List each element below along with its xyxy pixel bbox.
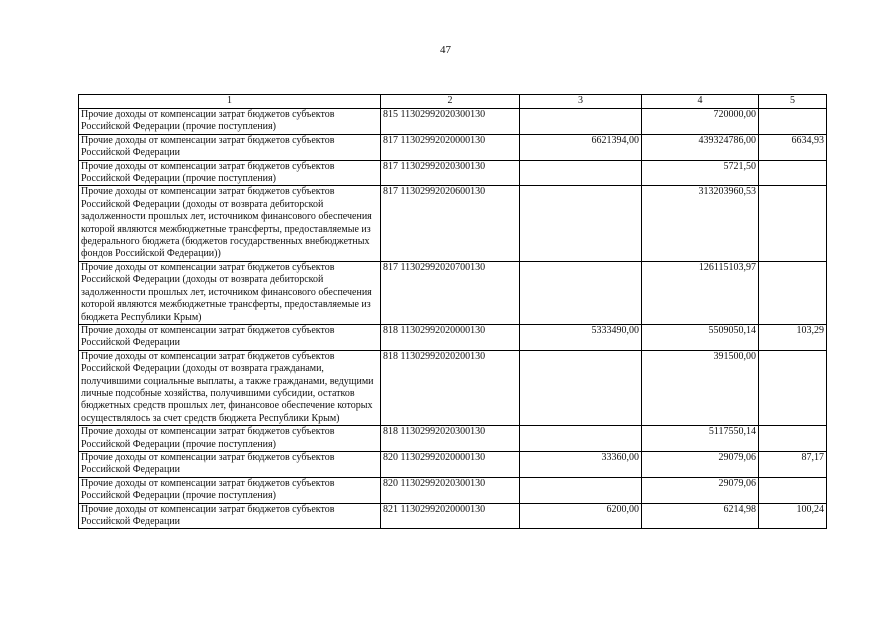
percent-cell bbox=[759, 109, 827, 135]
actual-amount-cell: 391500,00 bbox=[642, 350, 759, 425]
actual-amount-cell: 5721,50 bbox=[642, 160, 759, 186]
column-header-1: 1 bbox=[79, 95, 381, 109]
percent-cell bbox=[759, 426, 827, 452]
budget-code-cell: 818 11302992020300130 bbox=[381, 426, 520, 452]
table-body bbox=[79, 109, 827, 529]
revenue-name-cell: Прочие доходы от компенсации затрат бюджетов субъектов Российской Федерации (прочие поступления) bbox=[79, 426, 381, 452]
planned-amount-cell bbox=[520, 109, 642, 135]
table-row bbox=[79, 261, 827, 324]
table-row bbox=[79, 134, 827, 160]
revenue-name-cell: Прочие доходы от компенсации затрат бюджетов субъектов Российской Федерации bbox=[79, 324, 381, 350]
table-row bbox=[79, 451, 827, 477]
percent-cell bbox=[759, 477, 827, 503]
actual-amount-cell: 126115103,97 bbox=[642, 261, 759, 324]
table-row bbox=[79, 109, 827, 135]
revenue-name-cell: Прочие доходы от компенсации затрат бюджетов субъектов Российской Федерации (прочие поступления) bbox=[79, 109, 381, 135]
revenue-name-cell: Прочие доходы от компенсации затрат бюджетов субъектов Российской Федерации (доходы от возврата дебиторской задолженности прошлых лет, источником финансового обеспечения которой являются межбюджетные трансферты, предоставляемые из бюджета Республики Крым) bbox=[79, 261, 381, 324]
planned-amount-cell bbox=[520, 186, 642, 261]
actual-amount-cell: 5117550,14 bbox=[642, 426, 759, 452]
actual-amount-cell: 5509050,14 bbox=[642, 324, 759, 350]
planned-amount-cell: 5333490,00 bbox=[520, 324, 642, 350]
revenue-name-cell: Прочие доходы от компенсации затрат бюджетов субъектов Российской Федерации bbox=[79, 451, 381, 477]
actual-amount-cell: 6214,98 bbox=[642, 503, 759, 529]
budget-code-cell: 817 11302992020000130 bbox=[381, 134, 520, 160]
planned-amount-cell bbox=[520, 160, 642, 186]
percent-cell: 6634,93 bbox=[759, 134, 827, 160]
planned-amount-cell bbox=[520, 350, 642, 425]
budget-code-cell: 818 11302992020200130 bbox=[381, 350, 520, 425]
budget-code-cell: 820 11302992020000130 bbox=[381, 451, 520, 477]
percent-cell: 100,24 bbox=[759, 503, 827, 529]
percent-cell: 103,29 bbox=[759, 324, 827, 350]
planned-amount-cell bbox=[520, 261, 642, 324]
table-row bbox=[79, 324, 827, 350]
actual-amount-cell: 313203960,53 bbox=[642, 186, 759, 261]
table-header-row bbox=[79, 95, 827, 109]
column-header-3: 3 bbox=[520, 95, 642, 109]
table-row bbox=[79, 160, 827, 186]
percent-cell bbox=[759, 350, 827, 425]
revenue-name-cell: Прочие доходы от компенсации затрат бюджетов субъектов Российской Федерации (прочие поступления) bbox=[79, 160, 381, 186]
budget-code-cell: 817 11302992020600130 bbox=[381, 186, 520, 261]
budget-code-cell: 821 11302992020000130 bbox=[381, 503, 520, 529]
revenue-name-cell: Прочие доходы от компенсации затрат бюджетов субъектов Российской Федерации bbox=[79, 134, 381, 160]
percent-cell: 87,17 bbox=[759, 451, 827, 477]
planned-amount-cell: 6200,00 bbox=[520, 503, 642, 529]
budget-code-cell: 818 11302992020000130 bbox=[381, 324, 520, 350]
revenue-name-cell: Прочие доходы от компенсации затрат бюджетов субъектов Российской Федерации bbox=[79, 503, 381, 529]
planned-amount-cell: 33360,00 bbox=[520, 451, 642, 477]
percent-cell bbox=[759, 160, 827, 186]
table-row bbox=[79, 426, 827, 452]
planned-amount-cell bbox=[520, 477, 642, 503]
budget-code-cell: 820 11302992020300130 bbox=[381, 477, 520, 503]
revenue-name-cell: Прочие доходы от компенсации затрат бюджетов субъектов Российской Федерации (прочие поступления) bbox=[79, 477, 381, 503]
column-header-5: 5 bbox=[759, 95, 827, 109]
revenue-name-cell: Прочие доходы от компенсации затрат бюджетов субъектов Российской Федерации (доходы от возврата гражданами, получившими социальные выплаты, а также гражданами, ведущими личные подсобные хозяйства, получившими субсидии, остатков бюджетных средств прошлых лет, финансовое обеспечение которых осуществлялось за счет средств бюджета Республики Крым) bbox=[79, 350, 381, 425]
percent-cell bbox=[759, 186, 827, 261]
planned-amount-cell bbox=[520, 426, 642, 452]
budget-code-cell: 817 11302992020300130 bbox=[381, 160, 520, 186]
planned-amount-cell: 6621394,00 bbox=[520, 134, 642, 160]
table-row bbox=[79, 503, 827, 529]
budget-revenue-table bbox=[78, 94, 827, 529]
table-row bbox=[79, 350, 827, 425]
budget-code-cell: 815 11302992020300130 bbox=[381, 109, 520, 135]
column-header-2: 2 bbox=[381, 95, 520, 109]
page-number: 47 bbox=[440, 44, 451, 56]
budget-code-cell: 817 11302992020700130 bbox=[381, 261, 520, 324]
actual-amount-cell: 29079,06 bbox=[642, 451, 759, 477]
percent-cell bbox=[759, 261, 827, 324]
table-row bbox=[79, 186, 827, 261]
revenue-name-cell: Прочие доходы от компенсации затрат бюджетов субъектов Российской Федерации (доходы от возврата дебиторской задолженности прошлых лет, источником финансового обеспечения которой являются межбюджетные трансферты, предоставляемые из федерального бюджета (бюджетов государственных внебюджетных фондов Российской Федерации)) bbox=[79, 186, 381, 261]
actual-amount-cell: 439324786,00 bbox=[642, 134, 759, 160]
actual-amount-cell: 720000,00 bbox=[642, 109, 759, 135]
table-row bbox=[79, 477, 827, 503]
actual-amount-cell: 29079,06 bbox=[642, 477, 759, 503]
column-header-4: 4 bbox=[642, 95, 759, 109]
